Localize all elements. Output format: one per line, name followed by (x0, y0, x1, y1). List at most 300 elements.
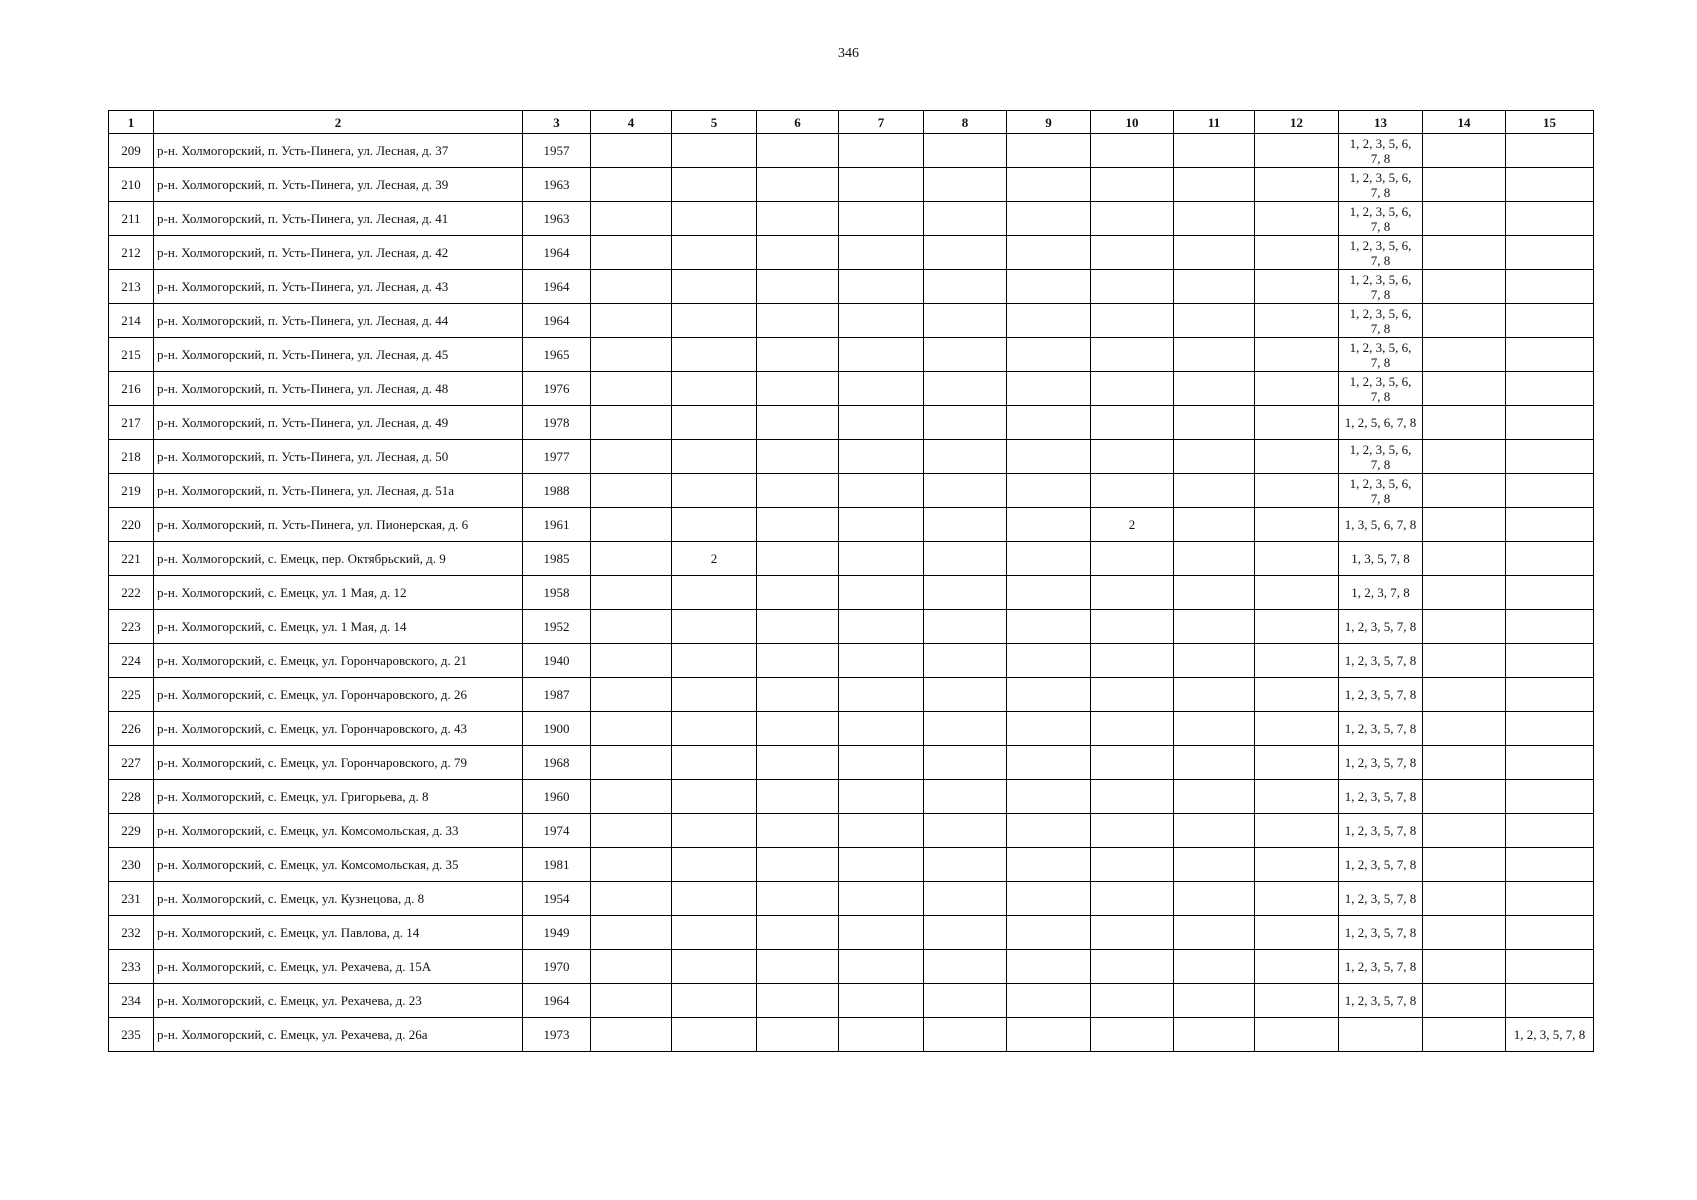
col-15-cell (1506, 542, 1594, 576)
col-4-cell (591, 882, 672, 916)
table-row (109, 304, 1594, 338)
column-header-3: 3 (523, 111, 591, 134)
table-row (109, 440, 1594, 474)
col-7-cell (839, 576, 924, 610)
col-11-cell (1174, 644, 1255, 678)
table-row (109, 882, 1594, 916)
col-5-cell (672, 440, 757, 474)
table-row (109, 576, 1594, 610)
col-13-cell: 1, 2, 3, 5, 7, 8 (1339, 848, 1423, 882)
table-row (109, 168, 1594, 202)
address-cell: р-н. Холмогорский, п. Усть-Пинега, ул. Лесная, д. 51а (154, 474, 523, 508)
col-11-cell (1174, 474, 1255, 508)
col-14-cell (1423, 338, 1506, 372)
col-12-cell (1255, 304, 1339, 338)
address-cell: р-н. Холмогорский, с. Емецк, ул. Рехачева, д. 15А (154, 950, 523, 984)
col-14-cell (1423, 644, 1506, 678)
col-6-cell (757, 474, 839, 508)
col-14-cell (1423, 406, 1506, 440)
col-6-cell (757, 882, 839, 916)
col-12-cell (1255, 134, 1339, 168)
table-row (109, 950, 1594, 984)
col-12-cell (1255, 372, 1339, 406)
address-cell: р-н. Холмогорский, с. Емецк, ул. Комсомольская, д. 33 (154, 814, 523, 848)
col-7-cell (839, 202, 924, 236)
row-number-cell: 231 (109, 882, 154, 916)
col-14-cell (1423, 508, 1506, 542)
col-15-cell (1506, 610, 1594, 644)
year-cell: 1964 (523, 984, 591, 1018)
col-8-cell (924, 746, 1007, 780)
row-number-cell: 217 (109, 406, 154, 440)
col-10-cell (1091, 542, 1174, 576)
col-12-cell (1255, 440, 1339, 474)
col-6-cell (757, 134, 839, 168)
col-8-cell (924, 236, 1007, 270)
col-6-cell (757, 1018, 839, 1052)
col-14-cell (1423, 134, 1506, 168)
col-9-cell (1007, 372, 1091, 406)
address-cell: р-н. Холмогорский, с. Емецк, ул. Горончаровского, д. 26 (154, 678, 523, 712)
col-4-cell (591, 134, 672, 168)
year-cell: 1958 (523, 576, 591, 610)
col-4-cell (591, 780, 672, 814)
address-cell: р-н. Холмогорский, с. Емецк, ул. Рехачева, д. 26а (154, 1018, 523, 1052)
col-4-cell (591, 406, 672, 440)
column-header-9: 9 (1007, 111, 1091, 134)
col-15-cell (1506, 338, 1594, 372)
col-12-cell (1255, 406, 1339, 440)
col-11-cell (1174, 134, 1255, 168)
col-5-cell (672, 848, 757, 882)
address-cell: р-н. Холмогорский, с. Емецк, ул. 1 Мая, д. 12 (154, 576, 523, 610)
col-12-cell (1255, 814, 1339, 848)
col-6-cell (757, 304, 839, 338)
year-cell: 1900 (523, 712, 591, 746)
col-12-cell (1255, 712, 1339, 746)
col-11-cell (1174, 984, 1255, 1018)
col-7-cell (839, 678, 924, 712)
table-row (109, 236, 1594, 270)
col-5-cell (672, 746, 757, 780)
table-row (109, 338, 1594, 372)
row-number-cell: 230 (109, 848, 154, 882)
column-header-11: 11 (1174, 111, 1255, 134)
col-5-cell (672, 644, 757, 678)
col-14-cell (1423, 848, 1506, 882)
col-4-cell (591, 916, 672, 950)
col-10-cell (1091, 712, 1174, 746)
table-row (109, 916, 1594, 950)
col-12-cell (1255, 848, 1339, 882)
col-13-cell: 1, 2, 5, 6, 7, 8 (1339, 406, 1423, 440)
col-4-cell (591, 440, 672, 474)
col-14-cell (1423, 270, 1506, 304)
col-13-cell: 1, 2, 3, 5, 6, 7, 8 (1339, 474, 1423, 508)
table-row (109, 134, 1594, 168)
col-7-cell (839, 542, 924, 576)
col-9-cell (1007, 848, 1091, 882)
col-5-cell (672, 1018, 757, 1052)
col-11-cell (1174, 610, 1255, 644)
table-row (109, 406, 1594, 440)
col-14-cell (1423, 542, 1506, 576)
year-cell: 1961 (523, 508, 591, 542)
table-row (109, 508, 1594, 542)
col-4-cell (591, 610, 672, 644)
col-15-cell (1506, 406, 1594, 440)
col-12-cell (1255, 542, 1339, 576)
col-8-cell (924, 406, 1007, 440)
col-7-cell (839, 848, 924, 882)
col-14-cell (1423, 440, 1506, 474)
col-14-cell (1423, 780, 1506, 814)
table-row (109, 984, 1594, 1018)
col-12-cell (1255, 984, 1339, 1018)
col-12-cell (1255, 474, 1339, 508)
year-cell: 1952 (523, 610, 591, 644)
row-number-cell: 210 (109, 168, 154, 202)
col-14-cell (1423, 610, 1506, 644)
address-cell: р-н. Холмогорский, с. Емецк, ул. Горончаровского, д. 79 (154, 746, 523, 780)
col-5-cell (672, 202, 757, 236)
col-7-cell (839, 134, 924, 168)
col-10-cell (1091, 814, 1174, 848)
col-8-cell (924, 610, 1007, 644)
year-cell: 1978 (523, 406, 591, 440)
col-6-cell (757, 202, 839, 236)
address-cell: р-н. Холмогорский, п. Усть-Пинега, ул. Лесная, д. 45 (154, 338, 523, 372)
col-8-cell (924, 474, 1007, 508)
col-4-cell (591, 678, 672, 712)
col-11-cell (1174, 916, 1255, 950)
year-cell: 1976 (523, 372, 591, 406)
table-row (109, 270, 1594, 304)
address-cell: р-н. Холмогорский, с. Емецк, ул. Горончаровского, д. 21 (154, 644, 523, 678)
col-7-cell (839, 474, 924, 508)
col-10-cell (1091, 406, 1174, 440)
col-15-cell (1506, 576, 1594, 610)
col-6-cell (757, 406, 839, 440)
row-number-cell: 234 (109, 984, 154, 1018)
col-11-cell (1174, 304, 1255, 338)
col-14-cell (1423, 1018, 1506, 1052)
col-6-cell (757, 270, 839, 304)
col-8-cell (924, 916, 1007, 950)
col-4-cell (591, 338, 672, 372)
col-7-cell (839, 304, 924, 338)
col-6-cell (757, 542, 839, 576)
address-cell: р-н. Холмогорский, с. Емецк, ул. Рехачева, д. 23 (154, 984, 523, 1018)
col-14-cell (1423, 814, 1506, 848)
col-9-cell (1007, 678, 1091, 712)
col-8-cell (924, 168, 1007, 202)
col-8-cell (924, 270, 1007, 304)
data-table (108, 110, 1594, 1052)
row-number-cell: 229 (109, 814, 154, 848)
col-10-cell (1091, 202, 1174, 236)
year-cell: 1964 (523, 304, 591, 338)
row-number-cell: 222 (109, 576, 154, 610)
column-header-10: 10 (1091, 111, 1174, 134)
col-8-cell (924, 712, 1007, 746)
col-15-cell (1506, 508, 1594, 542)
year-cell: 1963 (523, 168, 591, 202)
col-6-cell (757, 984, 839, 1018)
col-9-cell (1007, 406, 1091, 440)
col-10-cell (1091, 780, 1174, 814)
col-7-cell (839, 168, 924, 202)
row-number-cell: 214 (109, 304, 154, 338)
col-14-cell (1423, 746, 1506, 780)
col-13-cell: 1, 2, 3, 5, 6, 7, 8 (1339, 304, 1423, 338)
year-cell: 1977 (523, 440, 591, 474)
col-15-cell (1506, 780, 1594, 814)
col-11-cell (1174, 372, 1255, 406)
col-14-cell (1423, 916, 1506, 950)
col-5-cell (672, 134, 757, 168)
col-6-cell (757, 814, 839, 848)
col-8-cell (924, 984, 1007, 1018)
col-10-cell (1091, 848, 1174, 882)
row-number-cell: 212 (109, 236, 154, 270)
col-12-cell (1255, 950, 1339, 984)
col-12-cell (1255, 508, 1339, 542)
col-10-cell (1091, 950, 1174, 984)
col-10-cell (1091, 746, 1174, 780)
row-number-cell: 219 (109, 474, 154, 508)
col-6-cell (757, 644, 839, 678)
table-row (109, 814, 1594, 848)
col-11-cell (1174, 848, 1255, 882)
row-number-cell: 232 (109, 916, 154, 950)
col-8-cell (924, 542, 1007, 576)
col-7-cell (839, 712, 924, 746)
col-9-cell (1007, 814, 1091, 848)
row-number-cell: 213 (109, 270, 154, 304)
col-5-cell (672, 406, 757, 440)
col-9-cell (1007, 168, 1091, 202)
col-15-cell (1506, 270, 1594, 304)
col-9-cell (1007, 474, 1091, 508)
col-10-cell (1091, 134, 1174, 168)
col-5-cell: 2 (672, 542, 757, 576)
col-8-cell (924, 372, 1007, 406)
col-15-cell (1506, 644, 1594, 678)
col-13-cell (1339, 1018, 1423, 1052)
col-7-cell (839, 508, 924, 542)
col-6-cell (757, 848, 839, 882)
col-9-cell (1007, 746, 1091, 780)
col-12-cell (1255, 236, 1339, 270)
col-5-cell (672, 814, 757, 848)
col-4-cell (591, 814, 672, 848)
col-11-cell (1174, 814, 1255, 848)
col-9-cell (1007, 542, 1091, 576)
col-9-cell (1007, 882, 1091, 916)
col-9-cell (1007, 916, 1091, 950)
col-11-cell (1174, 168, 1255, 202)
table-row (109, 610, 1594, 644)
row-number-cell: 225 (109, 678, 154, 712)
col-4-cell (591, 304, 672, 338)
table-row (109, 202, 1594, 236)
col-7-cell (839, 406, 924, 440)
col-7-cell (839, 882, 924, 916)
row-number-cell: 226 (109, 712, 154, 746)
col-15-cell (1506, 814, 1594, 848)
col-14-cell (1423, 950, 1506, 984)
address-cell: р-н. Холмогорский, п. Усть-Пинега, ул. Лесная, д. 44 (154, 304, 523, 338)
col-5-cell (672, 916, 757, 950)
col-6-cell (757, 712, 839, 746)
col-8-cell (924, 202, 1007, 236)
col-8-cell (924, 780, 1007, 814)
year-cell: 1940 (523, 644, 591, 678)
col-11-cell (1174, 746, 1255, 780)
year-cell: 1960 (523, 780, 591, 814)
col-13-cell: 1, 2, 3, 5, 7, 8 (1339, 644, 1423, 678)
col-9-cell (1007, 270, 1091, 304)
col-6-cell (757, 916, 839, 950)
col-11-cell (1174, 338, 1255, 372)
col-15-cell (1506, 134, 1594, 168)
address-cell: р-н. Холмогорский, п. Усть-Пинега, ул. Пионерская, д. 6 (154, 508, 523, 542)
col-12-cell (1255, 168, 1339, 202)
row-number-cell: 235 (109, 1018, 154, 1052)
address-cell: р-н. Холмогорский, с. Емецк, ул. Павлова, д. 14 (154, 916, 523, 950)
table-header-row (109, 111, 1594, 134)
col-6-cell (757, 236, 839, 270)
col-7-cell (839, 1018, 924, 1052)
col-10-cell (1091, 440, 1174, 474)
col-7-cell (839, 916, 924, 950)
table-row (109, 712, 1594, 746)
col-10-cell (1091, 474, 1174, 508)
col-10-cell (1091, 916, 1174, 950)
column-header-7: 7 (839, 111, 924, 134)
col-9-cell (1007, 134, 1091, 168)
col-13-cell: 1, 2, 3, 5, 6, 7, 8 (1339, 236, 1423, 270)
column-header-13: 13 (1339, 111, 1423, 134)
col-5-cell (672, 712, 757, 746)
col-5-cell (672, 168, 757, 202)
table-row (109, 372, 1594, 406)
col-13-cell: 1, 2, 3, 5, 7, 8 (1339, 610, 1423, 644)
col-13-cell: 1, 2, 3, 5, 6, 7, 8 (1339, 202, 1423, 236)
col-8-cell (924, 848, 1007, 882)
col-9-cell (1007, 610, 1091, 644)
col-14-cell (1423, 304, 1506, 338)
column-header-1: 1 (109, 111, 154, 134)
col-8-cell (924, 950, 1007, 984)
col-5-cell (672, 372, 757, 406)
col-15-cell (1506, 882, 1594, 916)
col-7-cell (839, 440, 924, 474)
col-10-cell: 2 (1091, 508, 1174, 542)
col-8-cell (924, 1018, 1007, 1052)
col-4-cell (591, 168, 672, 202)
year-cell: 1987 (523, 678, 591, 712)
col-12-cell (1255, 644, 1339, 678)
col-4-cell (591, 372, 672, 406)
col-15-cell (1506, 440, 1594, 474)
column-header-14: 14 (1423, 111, 1506, 134)
col-10-cell (1091, 168, 1174, 202)
table-row (109, 542, 1594, 576)
col-5-cell (672, 474, 757, 508)
col-5-cell (672, 678, 757, 712)
address-cell: р-н. Холмогорский, п. Усть-Пинега, ул. Лесная, д. 41 (154, 202, 523, 236)
col-13-cell: 1, 2, 3, 5, 6, 7, 8 (1339, 270, 1423, 304)
col-14-cell (1423, 474, 1506, 508)
col-14-cell (1423, 236, 1506, 270)
col-6-cell (757, 440, 839, 474)
col-9-cell (1007, 950, 1091, 984)
year-cell: 1981 (523, 848, 591, 882)
col-7-cell (839, 746, 924, 780)
row-number-cell: 209 (109, 134, 154, 168)
col-13-cell: 1, 2, 3, 5, 7, 8 (1339, 916, 1423, 950)
col-9-cell (1007, 780, 1091, 814)
col-11-cell (1174, 440, 1255, 474)
col-7-cell (839, 610, 924, 644)
col-11-cell (1174, 406, 1255, 440)
address-cell: р-н. Холмогорский, с. Емецк, пер. Октябрьский, д. 9 (154, 542, 523, 576)
col-5-cell (672, 236, 757, 270)
col-9-cell (1007, 202, 1091, 236)
col-7-cell (839, 814, 924, 848)
col-14-cell (1423, 678, 1506, 712)
col-15-cell (1506, 236, 1594, 270)
row-number-cell: 227 (109, 746, 154, 780)
table-row (109, 644, 1594, 678)
col-11-cell (1174, 882, 1255, 916)
col-12-cell (1255, 202, 1339, 236)
address-cell: р-н. Холмогорский, с. Емецк, ул. Григорьева, д. 8 (154, 780, 523, 814)
col-11-cell (1174, 712, 1255, 746)
col-5-cell (672, 576, 757, 610)
col-6-cell (757, 508, 839, 542)
col-9-cell (1007, 984, 1091, 1018)
col-10-cell (1091, 372, 1174, 406)
row-number-cell: 224 (109, 644, 154, 678)
col-6-cell (757, 746, 839, 780)
col-13-cell: 1, 2, 3, 7, 8 (1339, 576, 1423, 610)
col-14-cell (1423, 984, 1506, 1018)
address-cell: р-н. Холмогорский, п. Усть-Пинега, ул. Лесная, д. 43 (154, 270, 523, 304)
col-10-cell (1091, 236, 1174, 270)
col-13-cell: 1, 2, 3, 5, 7, 8 (1339, 984, 1423, 1018)
col-11-cell (1174, 950, 1255, 984)
year-cell: 1963 (523, 202, 591, 236)
col-5-cell (672, 338, 757, 372)
col-13-cell: 1, 2, 3, 5, 6, 7, 8 (1339, 168, 1423, 202)
row-number-cell: 221 (109, 542, 154, 576)
col-13-cell: 1, 2, 3, 5, 7, 8 (1339, 712, 1423, 746)
table-row (109, 780, 1594, 814)
col-13-cell: 1, 2, 3, 5, 7, 8 (1339, 950, 1423, 984)
col-13-cell: 1, 2, 3, 5, 7, 8 (1339, 814, 1423, 848)
col-8-cell (924, 576, 1007, 610)
col-8-cell (924, 134, 1007, 168)
col-11-cell (1174, 542, 1255, 576)
col-15-cell (1506, 372, 1594, 406)
column-header-6: 6 (757, 111, 839, 134)
col-9-cell (1007, 1018, 1091, 1052)
col-9-cell (1007, 236, 1091, 270)
col-15-cell (1506, 678, 1594, 712)
